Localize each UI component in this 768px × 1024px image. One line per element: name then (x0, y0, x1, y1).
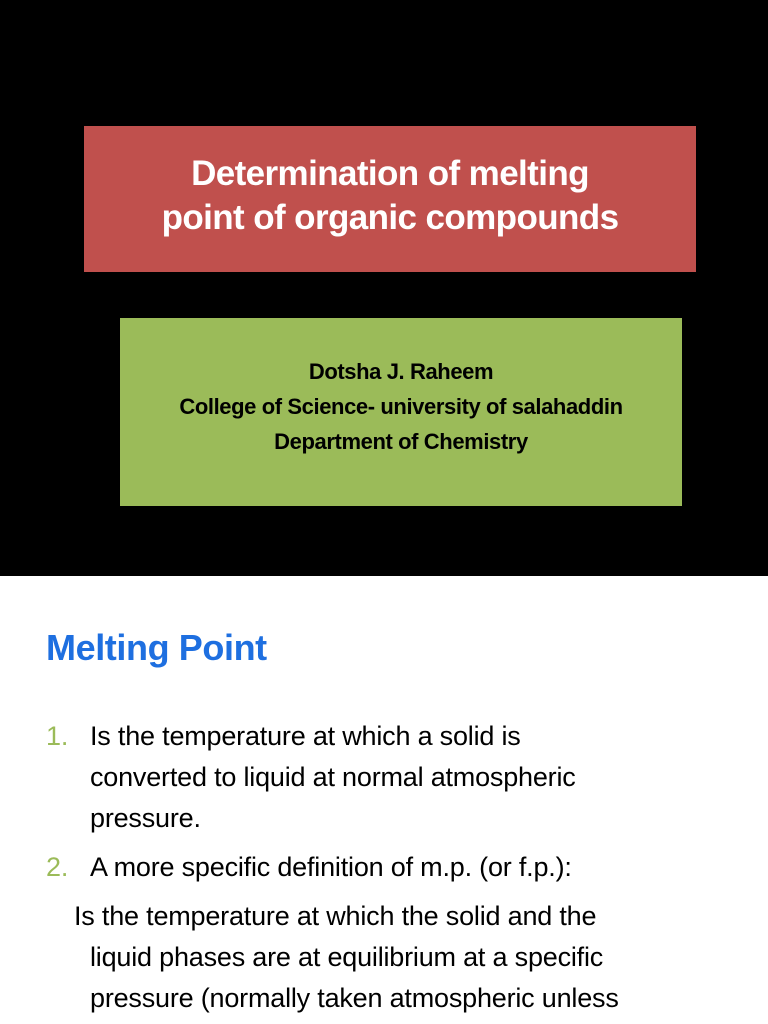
continuation-line: Is the temperature at which the solid and the (74, 901, 597, 931)
definition-continuation (76, 896, 768, 1019)
list-item (46, 847, 756, 888)
author-department: Department of Chemistry (274, 428, 528, 454)
continuation-line: pressure (normally taken atmospheric unless (90, 983, 619, 1013)
title-line: point of organic compounds (161, 198, 619, 237)
list-item-line: Is the temperature at which a solid is (90, 721, 521, 751)
author-box (120, 318, 682, 506)
title-box (84, 126, 696, 272)
list-item-number: 1. (46, 721, 69, 751)
continuation-line: liquid phases are at equilibrium at a specific (90, 942, 604, 972)
author-name: Dotsha J. Raheem (308, 358, 494, 384)
list-item (46, 716, 756, 839)
list-item-number: 2. (46, 852, 69, 882)
list-item-line: converted to liquid at normal atmospheric (90, 762, 576, 792)
title-line: Determination of melting (191, 154, 589, 193)
definition-list (46, 716, 756, 896)
author-college: College of Science- university of salahaddin (179, 393, 623, 419)
slide-heading: Melting Point (46, 627, 267, 668)
list-item-line: A more specific definition of m.p. (or f.p.): (90, 852, 572, 882)
list-item-line: pressure. (90, 803, 201, 833)
content-slide (0, 576, 768, 1024)
